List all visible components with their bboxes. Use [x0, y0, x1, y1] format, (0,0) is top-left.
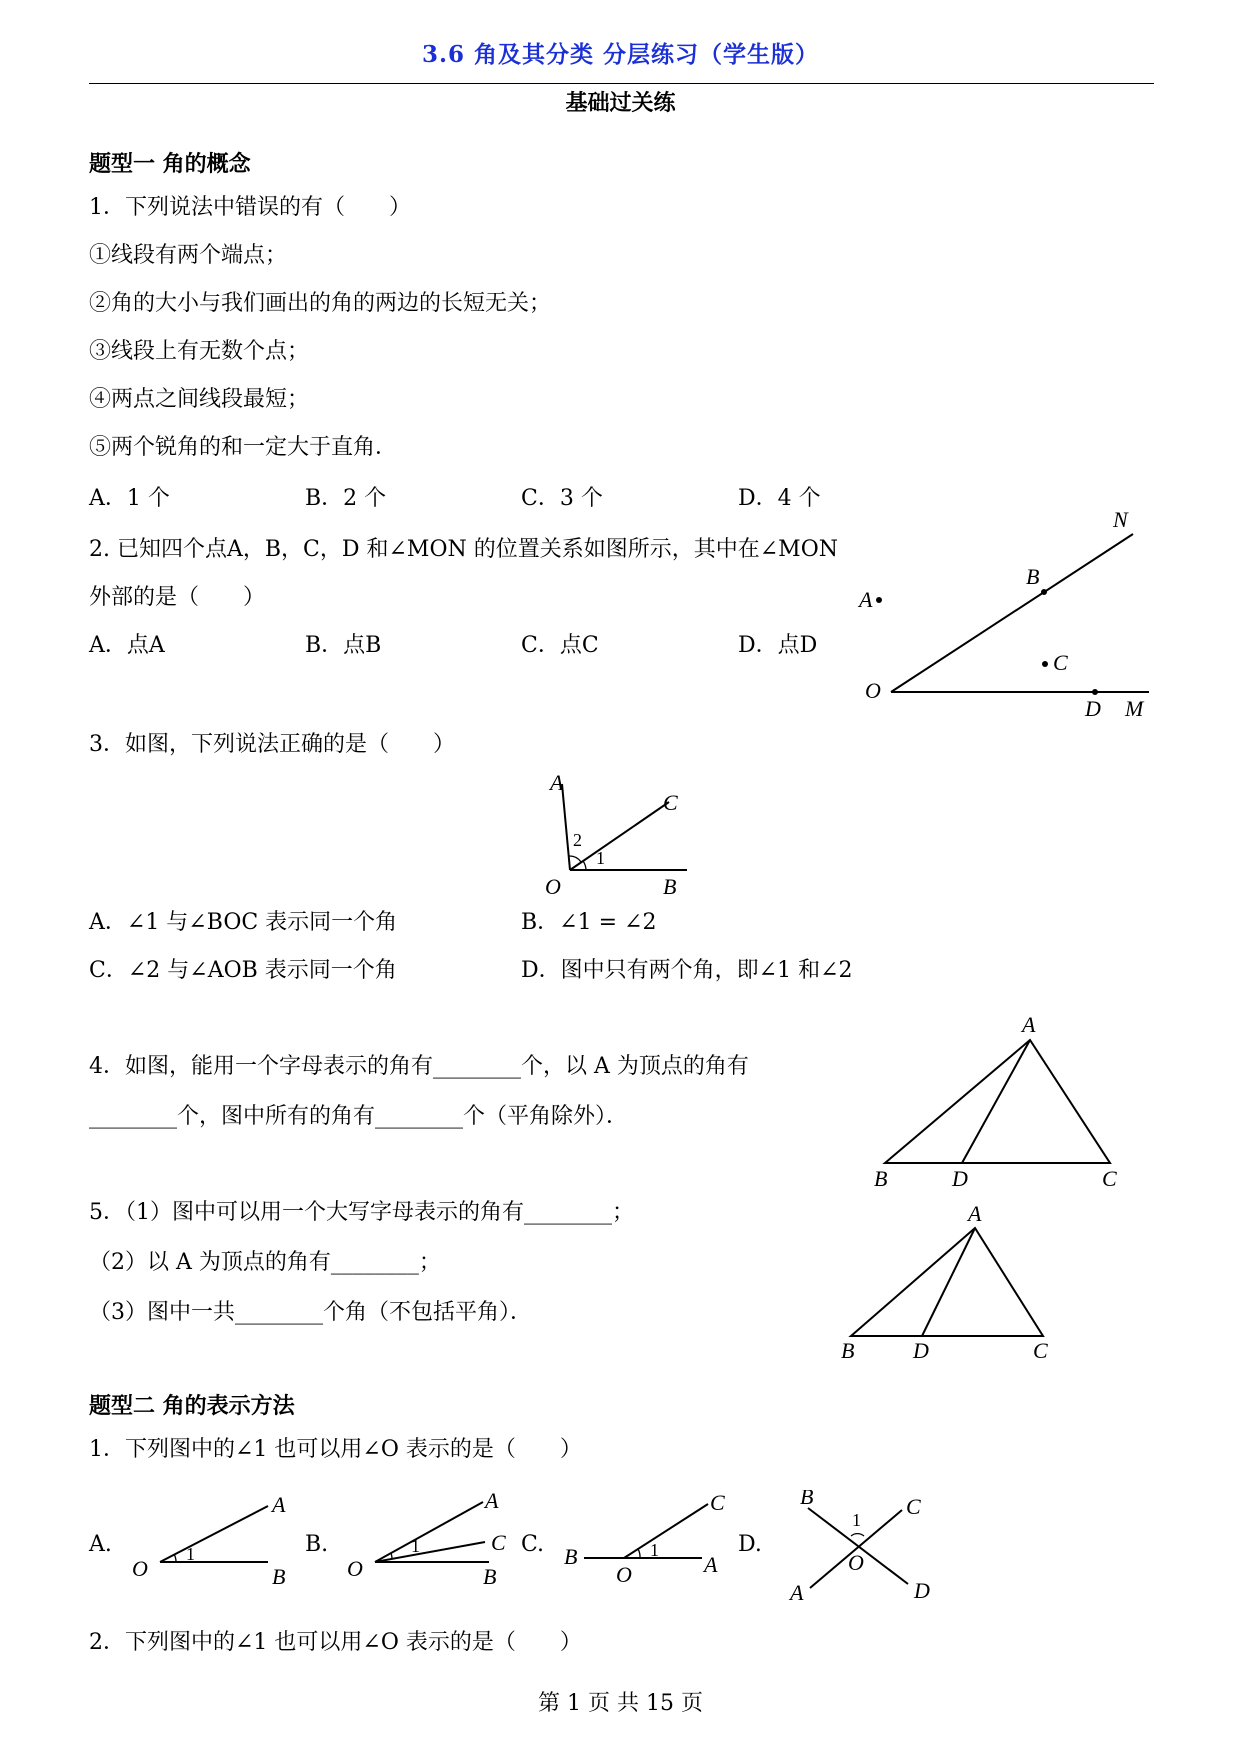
label-2: 2 [573, 830, 582, 850]
label-b: B [841, 1338, 855, 1363]
q1-option-d: D．4 个 [738, 486, 821, 511]
point-a [876, 597, 882, 603]
q3-option-c: C．∠2 与∠AOB 表示同一个角 [89, 958, 397, 983]
s2-q1-option-a: A. [89, 1532, 112, 1557]
label-a: A [272, 1492, 286, 1517]
section1-title: 题型一 角的概念 [89, 151, 251, 177]
q4-figure-triangle [870, 1008, 1130, 1198]
arc-1 [174, 1554, 176, 1562]
label-1: 1 [650, 1540, 659, 1560]
s2-q1-option-b: B. [305, 1532, 329, 1557]
label-b: B [1026, 564, 1040, 589]
label-a: A [968, 1201, 982, 1226]
triangle-abc [851, 1228, 1043, 1336]
label-1: 1 [411, 1536, 420, 1556]
label-c: C [906, 1494, 921, 1519]
q2-figure-angle-mon [855, 500, 1165, 730]
label-a: A [550, 770, 564, 795]
label-a: A [1022, 1012, 1036, 1037]
q2-option-b: B．点B [305, 633, 382, 658]
q3-option-d: D．图中只有两个角，即∠1 和∠2 [521, 958, 853, 983]
s2-q2-stem: 2．下列图中的∠1 也可以用∠O 表示的是（ ） [89, 1630, 582, 1655]
label-d: D [914, 1578, 930, 1603]
label-c: C [1053, 650, 1068, 675]
q2-option-a: A．点A [89, 633, 165, 658]
label-b: B [800, 1490, 814, 1509]
point-c [1042, 661, 1048, 667]
q3-option-a: A．∠1 与∠BOC 表示同一个角 [89, 910, 398, 935]
arc-1 [638, 1549, 640, 1558]
label-b: B [663, 874, 677, 899]
label-a: A [859, 587, 873, 612]
label-d: D [1085, 696, 1101, 721]
label-c: C [663, 790, 678, 815]
label-o: O [132, 1556, 148, 1581]
label-c: C [710, 1490, 725, 1515]
q1-stem: 1．下列说法中错误的有（ ） [89, 195, 411, 220]
label-a: A [704, 1552, 718, 1577]
arc-1 [851, 1534, 864, 1536]
q1-option-c: C．3 个 [521, 486, 603, 511]
label-d: D [952, 1166, 968, 1191]
s2-fig-d [780, 1490, 950, 1605]
label-o: O [848, 1550, 864, 1575]
label-m: M [1125, 696, 1144, 721]
arc-1 [583, 861, 586, 870]
q3-figure-angles [545, 770, 695, 900]
q1-option-a: A．1 个 [89, 486, 170, 511]
q3-stem: 3．如图，下列说法正确的是（ ） [89, 732, 455, 757]
header-rule [89, 83, 1154, 84]
q4-line2: ________个，图中所有的角有________个（平角除外）． [89, 1104, 629, 1129]
label-d: D [913, 1338, 929, 1363]
ray-oa [562, 784, 570, 870]
ray-oc [624, 1504, 708, 1558]
label-n: N [1113, 507, 1128, 532]
q1-item-3: ③线段上有无数个点； [89, 339, 310, 364]
s2-q1-stem: 1．下列图中的∠1 也可以用∠O 表示的是（ ） [89, 1437, 582, 1462]
label-1: 1 [596, 848, 605, 868]
label-c: C [491, 1530, 506, 1555]
q5-line1: 5．（1）图中可以用一个大写字母表示的角有________； [89, 1200, 634, 1225]
q2-stem-line1: 2. 已知四个点A，B，C，D 和∠MON 的位置关系如图所示，其中在∠MON [89, 537, 838, 562]
label-o: O [616, 1562, 632, 1587]
label-b: B [272, 1564, 286, 1589]
s2-fig-b [345, 1490, 525, 1590]
label-o: O [545, 874, 561, 899]
label-b: B [874, 1166, 888, 1191]
q1-item-5: ⑤两个锐角的和一定大于直角． [89, 435, 398, 460]
q1-item-4: ④两点之间线段最短； [89, 387, 310, 412]
q4-line1: 4．如图，能用一个字母表示的角有________个，以 A 为顶点的角有 [89, 1054, 749, 1079]
label-a: A [485, 1490, 499, 1513]
label-b: B [483, 1564, 497, 1589]
label-o: O [865, 678, 881, 703]
point-b [1041, 589, 1047, 595]
label-a: A [790, 1580, 804, 1605]
page-footer: 第 1 页 共 15 页 [538, 1691, 703, 1716]
ray-oc [570, 802, 669, 870]
label-1: 1 [186, 1544, 195, 1564]
q2-option-d: D．点D [738, 633, 818, 658]
section2-title: 题型二 角的表示方法 [89, 1393, 295, 1419]
label-1: 1 [852, 1510, 861, 1530]
level-title: 基础过关练 [565, 90, 676, 116]
document-title: 3.6 角及其分类 分层练习（学生版） [421, 41, 820, 68]
s2-q1-option-c: C. [521, 1532, 545, 1557]
s2-q1-option-d: D. [738, 1532, 762, 1557]
label-c: C [1102, 1166, 1117, 1191]
segment-ad [962, 1040, 1030, 1163]
q5-line3: （3）图中一共________个角（不包括平角）． [89, 1300, 532, 1325]
ray-on [891, 534, 1133, 692]
triangle-abc [885, 1040, 1110, 1163]
q2-option-c: C．点C [521, 633, 599, 658]
label-c: C [1033, 1338, 1048, 1363]
q1-item-1: ①线段有两个端点； [89, 243, 288, 268]
arc-2 [569, 856, 581, 862]
s2-fig-a [128, 1490, 298, 1590]
label-o: O [347, 1556, 363, 1581]
segment-ad [922, 1228, 975, 1336]
q1-option-b: B．2 个 [305, 486, 387, 511]
q3-option-b: B．∠1 = ∠2 [521, 910, 657, 935]
q1-item-2: ②角的大小与我们画出的角的两边的长短无关； [89, 291, 552, 316]
point-d [1092, 689, 1098, 695]
q5-line2: （2）以 A 为顶点的角有________； [89, 1250, 441, 1275]
q5-figure-triangle [835, 1200, 1065, 1365]
label-b: B [564, 1544, 578, 1569]
q2-stem-line2: 外部的是（ ） [89, 585, 266, 610]
s2-fig-c [560, 1490, 740, 1590]
ray-oa [160, 1506, 268, 1562]
